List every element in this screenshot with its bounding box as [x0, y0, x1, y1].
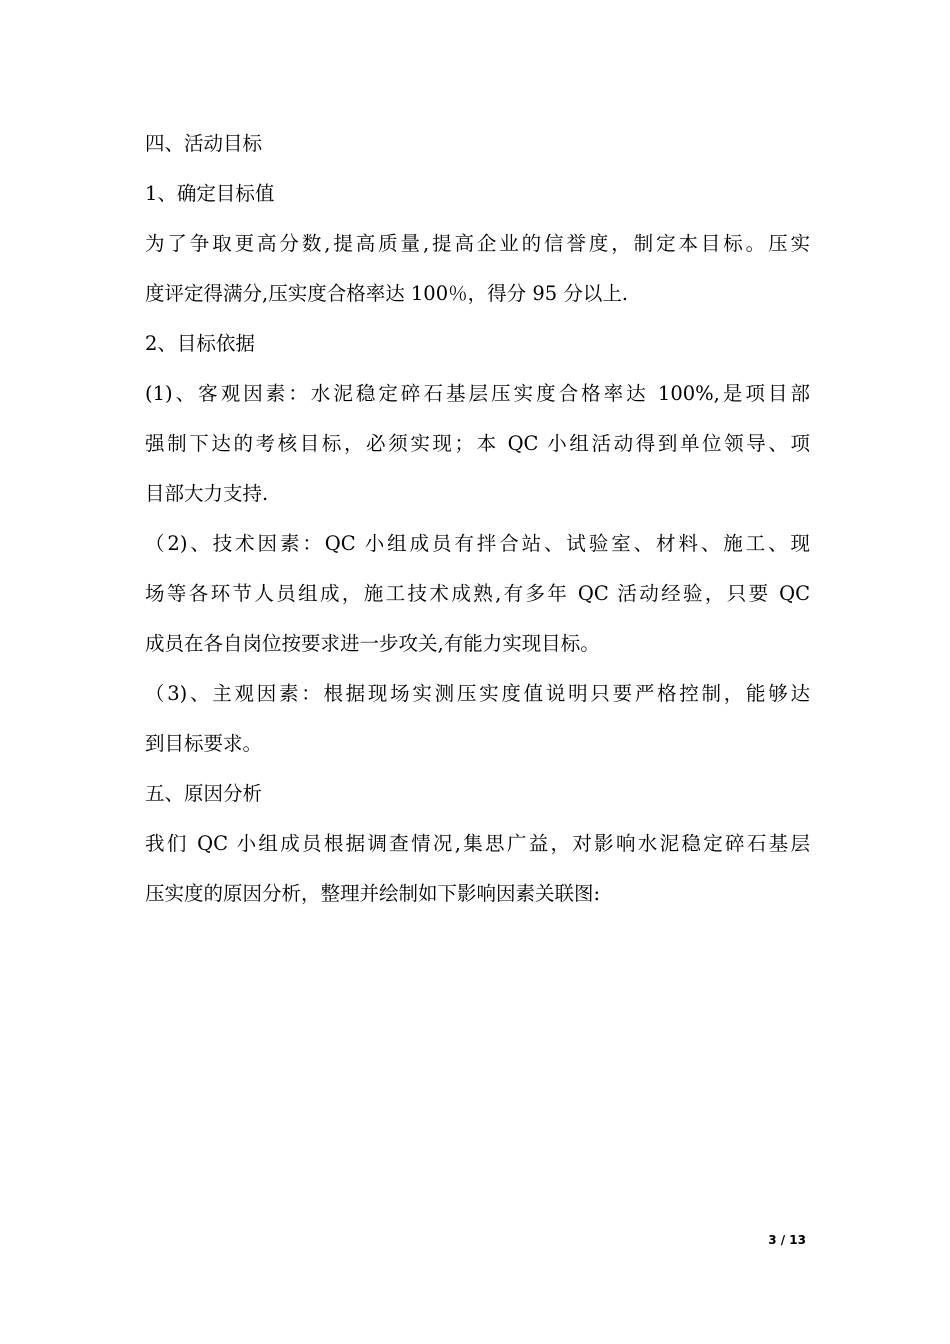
paragraph-line: 场等各环节人员组成，施工技术成熟,有多年 QC 活动经验，只要 QC [145, 582, 810, 605]
paragraph-line: （2)、技术因素：QC 小组成员有拌合站、试验室、材料、施工、现 [145, 532, 810, 555]
page-number: 3 / 13 [768, 1233, 806, 1247]
paragraph-line: （3)、主观因素：根据现场实测压实度值说明只要严格控制，能够达 [145, 682, 810, 705]
paragraph-line: 我们 QC 小组成员根据调查情况,集思广益，对影响水泥稳定碎石基层 [145, 832, 810, 855]
paragraph-line: 目部大力支持. [145, 482, 269, 505]
section-heading-cause-analysis: 五、原因分析 [145, 782, 263, 805]
document-body [145, 119, 810, 919]
paragraph-line: 为了争取更高分数,提高质量,提高企业的信誉度，制定本目标。压实 [145, 232, 810, 255]
paragraph-line: (1)、客观因素：水泥稳定碎石基层压实度合格率达 100%,是项目部 [145, 382, 810, 405]
paragraph-line: 压实度的原因分析，整理并绘制如下影响因素关联图: [145, 882, 601, 905]
subheading-target-value: 1、确定目标值 [145, 182, 275, 205]
section-heading-goals: 四、活动目标 [145, 132, 263, 155]
paragraph-line: 成员在各自岗位按要求进一步攻关,有能力实现目标。 [145, 632, 600, 655]
paragraph-line: 度评定得满分,压实度合格率达 100％，得分 95 分以上. [145, 282, 629, 305]
subheading-target-basis: 2、目标依据 [145, 332, 255, 355]
paragraph-line: 强制下达的考核目标，必须实现；本 QC 小组活动得到单位领导、项 [145, 432, 810, 455]
paragraph-line: 到目标要求。 [145, 732, 263, 755]
